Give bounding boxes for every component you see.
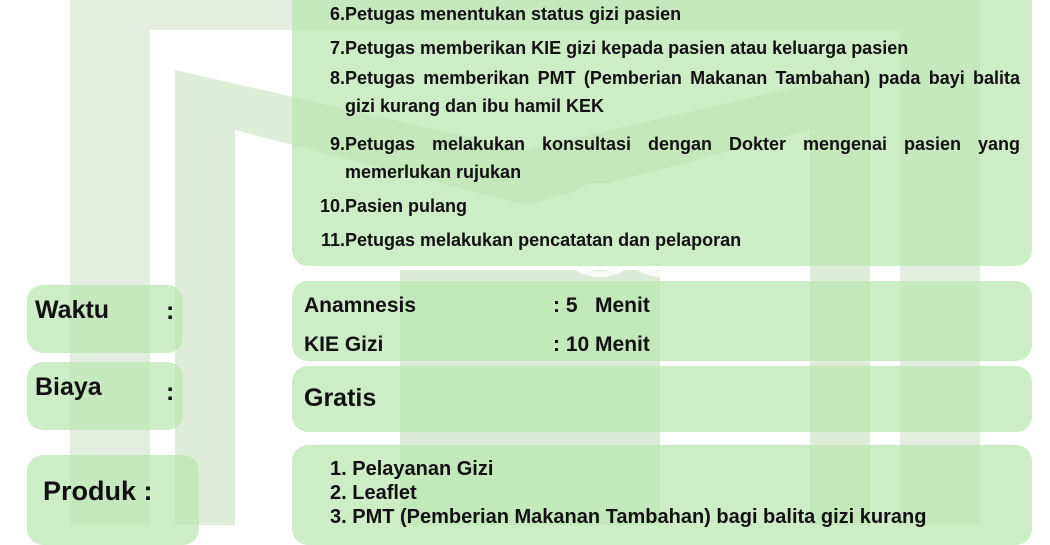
- produk-list: [330, 457, 926, 529]
- waktu-colon: :: [166, 297, 175, 325]
- biaya-value-box: [292, 366, 1032, 432]
- produk-label: Produk :: [43, 476, 153, 506]
- biaya-value: Gratis: [304, 384, 377, 412]
- step-item: 7. Petugas memberikan KIE gizi kepada pasien atau keluarga pasien: [329, 38, 909, 58]
- step-item: 8. Petugas memberikan PMT (Pemberian Makanan Tambahan) pada bayi balita gizi kurang dan ibu hamil KEK: [329, 68, 1020, 116]
- biaya-label: Biaya: [35, 373, 102, 401]
- step-item: 9. Petugas melakukan konsultasi dengan Dokter mengenai pasien yang memerlukan rujukan: [329, 134, 1020, 182]
- step-item: 6. Petugas menentukan status gizi pasien: [329, 4, 682, 24]
- step-item: 10. Pasien pulang: [319, 196, 468, 216]
- procedure-steps: [300, 0, 1020, 254]
- anamnesis-label: Anamnesis: [304, 294, 417, 317]
- waktu-label: Waktu: [35, 296, 110, 324]
- anamnesis-value: : 5 Menit: [553, 294, 650, 317]
- produk-item: 1. Pelayanan Gizi: [330, 458, 494, 480]
- produk-item: 2. Leaflet: [330, 482, 417, 504]
- biaya-colon: :: [166, 378, 175, 406]
- step-item: 11. Petugas melakukan pencatatan dan pelaporan: [320, 230, 742, 250]
- kie-gizi-label: KIE Gizi: [304, 333, 384, 356]
- produk-item: 3. PMT (Pemberian Makanan Tambahan) bagi balita gizi kurang: [330, 506, 927, 528]
- waktu-value-box: [292, 281, 1032, 361]
- kie-gizi-value: : 10 Menit: [553, 333, 650, 356]
